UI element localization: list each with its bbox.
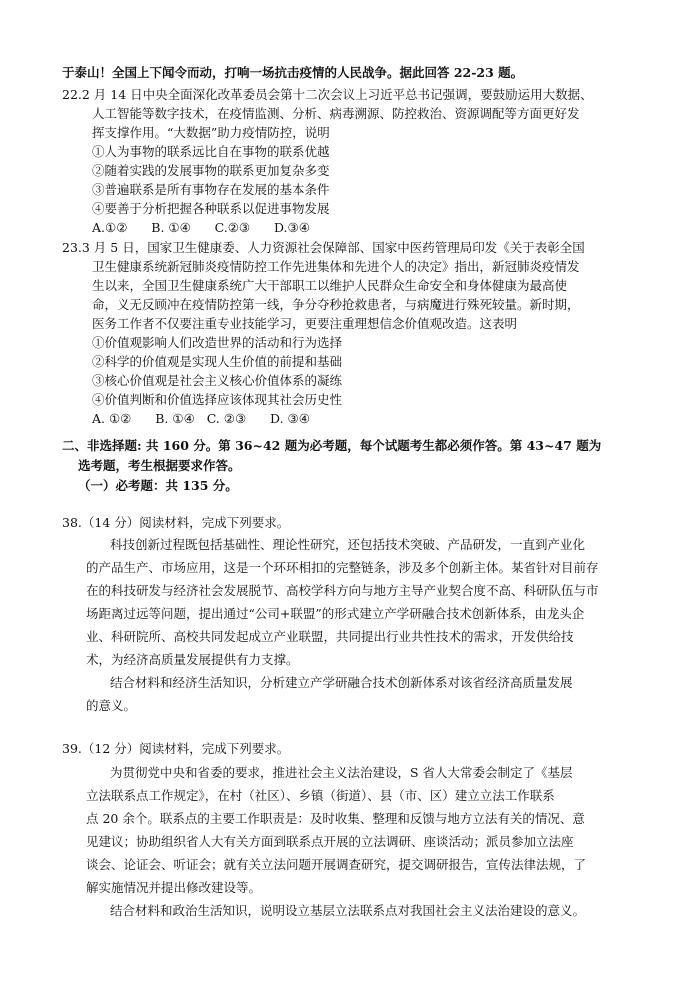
q38-material-line: 科技创新过程既包括基础性、理论性研究，还包括技术突破、产品研发，一直到产业化 xyxy=(110,537,586,552)
section-2-line: 二、非选择题: 共 160 分。第 36~42 题为必考题，每个试题考生都必须作答。第 43~47 题为 xyxy=(62,438,602,453)
q38-material-line: 的产品生产、市场应用，这是一个环环相扣的完整链条，涉及多个创新主体。某省针对目前存 xyxy=(86,560,599,575)
q39-material-line: 为贯彻党中央和省委的要求，推进社会主义法治建设，S 省人大常委会制定了《基层 xyxy=(110,765,573,780)
q23-stem-line: 23.3 月 5 日，国家卫生健康委、人力资源社会保障部、国家中医药管理局印发《关于表彰全国 xyxy=(62,240,585,255)
q39-material-line: 立法联系点工作规定》，在村（社区）、乡镇（街道）、县（市、区）建立立法工作联系 xyxy=(86,788,555,803)
q38-header: 38.（14 分）阅读材料，完成下列要求。 xyxy=(62,515,290,530)
q23-option: ①价值观影响人们改造世界的活动和行为选择 xyxy=(92,335,343,350)
q39-material-line: 见建议；协助组织省人大有关方面到联系点开展的立法调研、座谈活动；派员参加立法座 xyxy=(86,834,574,849)
q23-option: ②科学的价值观是实现人生价值的前提和基础 xyxy=(92,354,343,369)
section-2-line: 选考题，考生根据要求作答。 xyxy=(78,458,241,473)
q23-stem-line: 命，义无反顾冲在疫情防控第一线，争分夺秒抢救患者，与病魔进行殊死较量。新时期， xyxy=(92,297,580,312)
q22-option: ④要善于分析把握各种联系以促进事物发展 xyxy=(92,201,330,216)
intro-line: 于泰山！全国上下闻令而动，打响一场抗击疫情的人民战争。据此回答 22-23 题。 xyxy=(62,65,524,80)
q38-material-line: 业、科研院所、高校共同发起成立产业联盟，共同提出行业共性技术的需求，开发供给技 xyxy=(86,629,574,644)
q39-material-line: 解实施情况并提出修改建设等。 xyxy=(86,880,262,895)
q23-stem-line: 卫生健康系统新冠肺炎疫情防控工作先进集体和先进个人的决定》指出，新冠肺炎疫情发 xyxy=(92,259,580,274)
section-2-subheading: （一）必考题：共 135 分。 xyxy=(78,478,238,493)
q38-material-line: 术，为经济高质量发展提供有力支撑。 xyxy=(86,652,299,667)
q38-task-line: 的意义。 xyxy=(86,698,137,713)
q22-choices: A.①② B. ①④ C.②③ D.③④ xyxy=(92,220,310,235)
q22-option: ①人为事物的联系远比自在事物的联系优越 xyxy=(92,144,330,159)
q39-task-line: 结合材料和政治生活知识，说明设立基层立法联系点对我国社会主义法治建设的意义。 xyxy=(110,903,586,918)
q22-stem-line: 22.2 月 14 日中央全面深化改革委员会第十二次会议上习近平总书记强调，要鼓励运用大数据、 xyxy=(62,87,593,102)
q39-material-line: 谈会、论证会、听证会；就有关立法问题开展调查研究，提交调研报告，宣传法律法规，了 xyxy=(86,857,587,872)
q23-stem-line: 医务工作者不仅要注重专业技能学习，更要注重理想信念价值观改造。这表明 xyxy=(92,316,518,331)
q38-task-line: 结合材料和经济生活知识，分析建立产学研融合技术创新体系对该省经济高质量发展 xyxy=(110,675,573,690)
q39-material-line: 点 20 余个。联系点的主要工作职责是：及时收集、整理和反馈与地方立法有关的情况、意 xyxy=(86,811,585,826)
q22-option: ②随着实践的发展事物的联系更加复杂多变 xyxy=(92,163,330,178)
q22-option: ③普遍联系是所有事物存在发展的基本条件 xyxy=(92,182,330,197)
q22-stem-line: 挥支撑作用。“大数据”助力疫情防控，说明 xyxy=(92,125,330,140)
q22-stem-line: 人工智能等数字技术，在疫情监测、分析、病毒溯源、防控救治、资源调配等方面更好发 xyxy=(92,106,580,121)
q38-material-line: 场距离过远等问题，提出通过“公司+联盟”的形式建立产学研融合技术创新体系，由龙头企 xyxy=(86,606,585,621)
q39-header: 39.（12 分）阅读材料，完成下列要求。 xyxy=(62,741,290,756)
q23-stem-line: 生以来，全国卫生健康系统广大干部职工以维护人民群众生命安全和身体健康为最高使 xyxy=(92,278,568,293)
q23-option: ③核心价值观是社会主义核心价值体系的凝练 xyxy=(92,373,343,388)
q23-option: ④价值判断和价值选择应该体现其社会历史性 xyxy=(92,392,343,407)
q23-choices: A. ①② B. ①④ C. ②③ D. ③④ xyxy=(92,411,310,426)
q38-material-line: 在的科技研发与经济社会发展脱节、高校学科方向与地方主导产业契合度不高、科研队伍与市 xyxy=(86,583,599,598)
